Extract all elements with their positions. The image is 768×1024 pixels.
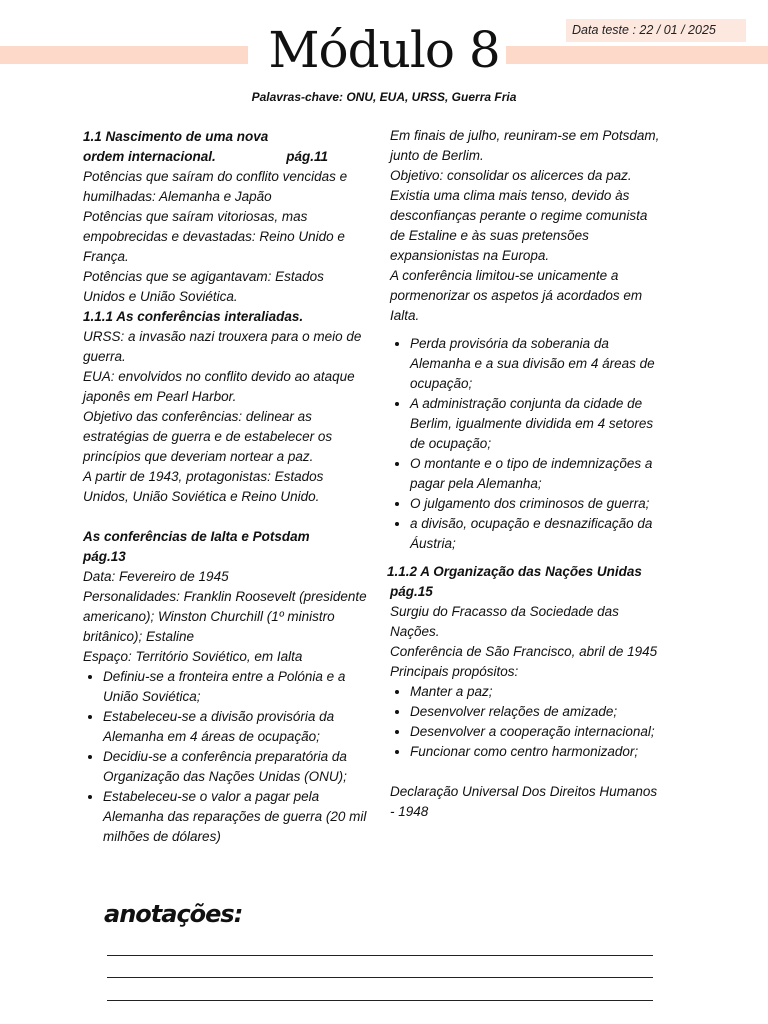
section-heading (83, 127, 368, 167)
paragraph: Personalidades: Franklin Roosevelt (presidente americano); Winston Churchill (1º ministro britânico); Estaline (83, 589, 367, 644)
paragraph: A partir de 1943, protagonistas: Estados Unidos, União Soviética e Reino Unido. (83, 469, 324, 504)
paragraph: EUA: envolvidos no conflito devido ao ataque japonês em Pearl Harbor. (83, 369, 355, 404)
note-line[interactable] (107, 977, 653, 978)
note-line[interactable] (107, 1000, 653, 1001)
paragraph: Surgiu do Fracasso da Sociedade das Nações. (390, 604, 619, 639)
list-item: • Estabeleceu-se a divisão provisória da Alemanha em 4 áreas de ocupação; (103, 707, 368, 747)
paragraph: Espaço: Território Soviético, em Ialta (83, 649, 303, 664)
paragraph: Potências que saíram do conflito vencidas e humilhadas: Alemanha e Japão (83, 169, 348, 204)
bullet-list (83, 667, 368, 847)
section-title: 1.1.2 A Organização das Nações Unidas (387, 564, 642, 579)
list-item: • Manter a paz; (410, 682, 662, 702)
list-item: • Decidiu-se a conferência preparatória da Organização das Nações Unidas (ONU); (103, 747, 368, 787)
list-item: • Perda provisória da soberania da Alemanha e a sua divisão em 4 áreas de ocupação; (410, 334, 662, 394)
bullet-list (390, 682, 662, 762)
section-title: As conferências de Ialta e Potsdam (83, 529, 310, 544)
paragraph: Potências que se agigantavam: Estados Unidos e União Soviética. (83, 269, 324, 304)
list-item: • Estabeleceu-se o valor a pagar pela Alemanha das reparações de guerra (20 mil milhões de dólares) (103, 787, 368, 847)
paragraph: A conferência limitou-se unicamente a pormenorizar os aspetos já acordados em Ialta. (390, 268, 643, 323)
paragraph: URSS: a invasão nazi trouxera para o meio de guerra. (83, 329, 362, 364)
paragraph: Declaração Universal Dos Direitos Humanos - 1948 (390, 784, 658, 819)
list-item: • Desenvolver relações de amizade; (410, 702, 662, 722)
list-item: • a divisão, ocupação e desnazificação da Áustria; (410, 514, 662, 554)
section-title: 1.1 Nascimento de uma nova ordem internacional. (83, 129, 269, 164)
paragraph: Objetivo: consolidar os alicerces da paz. (390, 168, 632, 183)
paragraph: Potências que saíram vitoriosas, mas empobrecidas e devastadas: Reino Unido e França. (83, 209, 345, 264)
list-item: • O montante e o tipo de indemnizações a pagar pela Alemanha; (410, 454, 662, 494)
page-title: Módulo 8 (268, 21, 500, 79)
paragraph: Existia uma clima mais tenso, devido às desconfianças perante o regime comunista de Estaline e às suas pretensões expansionistas na Europa. (390, 188, 648, 263)
page-ref: pág.13 (83, 549, 126, 564)
page-ref: pág.15 (390, 584, 433, 599)
keywords: Palavras-chave: ONU, EUA, URSS, Guerra Fria (251, 90, 517, 104)
paragraph: Principais propósitos: (390, 664, 519, 679)
paragraph: Objetivo das conferências: delinear as estratégias de guerra e de estabelecer os princípios que deveriam nortear a paz. (83, 409, 333, 464)
list-item: • Desenvolver a cooperação internacional; (410, 722, 662, 742)
list-item: • Definiu-se a fronteira entre a Polónia e a União Soviética; (103, 667, 368, 707)
test-date: Data teste : 22 / 01 / 2025 (566, 19, 746, 42)
paragraph: Em finais de julho, reuniram-se em Potsdam, junto de Berlim. (390, 128, 660, 163)
section-title: 1.1.1 As conferências interaliadas. (83, 309, 304, 324)
paragraph: Conferência de São Francisco, abril de 1945 (390, 644, 658, 659)
right-column (387, 126, 662, 822)
bullet-list (390, 334, 662, 554)
notes-label: anotações: (104, 900, 243, 928)
note-line[interactable] (107, 955, 653, 956)
paragraph: Data: Fevereiro de 1945 (83, 569, 229, 584)
list-item: • O julgamento dos criminosos de guerra; (410, 494, 662, 514)
page-ref: pág.11 (286, 149, 328, 164)
list-item: • A administração conjunta da cidade de Berlim, igualmente dividida em 4 setores de ocupação; (410, 394, 662, 454)
left-column (83, 127, 368, 847)
list-item: • Funcionar como centro harmonizador; (410, 742, 662, 762)
